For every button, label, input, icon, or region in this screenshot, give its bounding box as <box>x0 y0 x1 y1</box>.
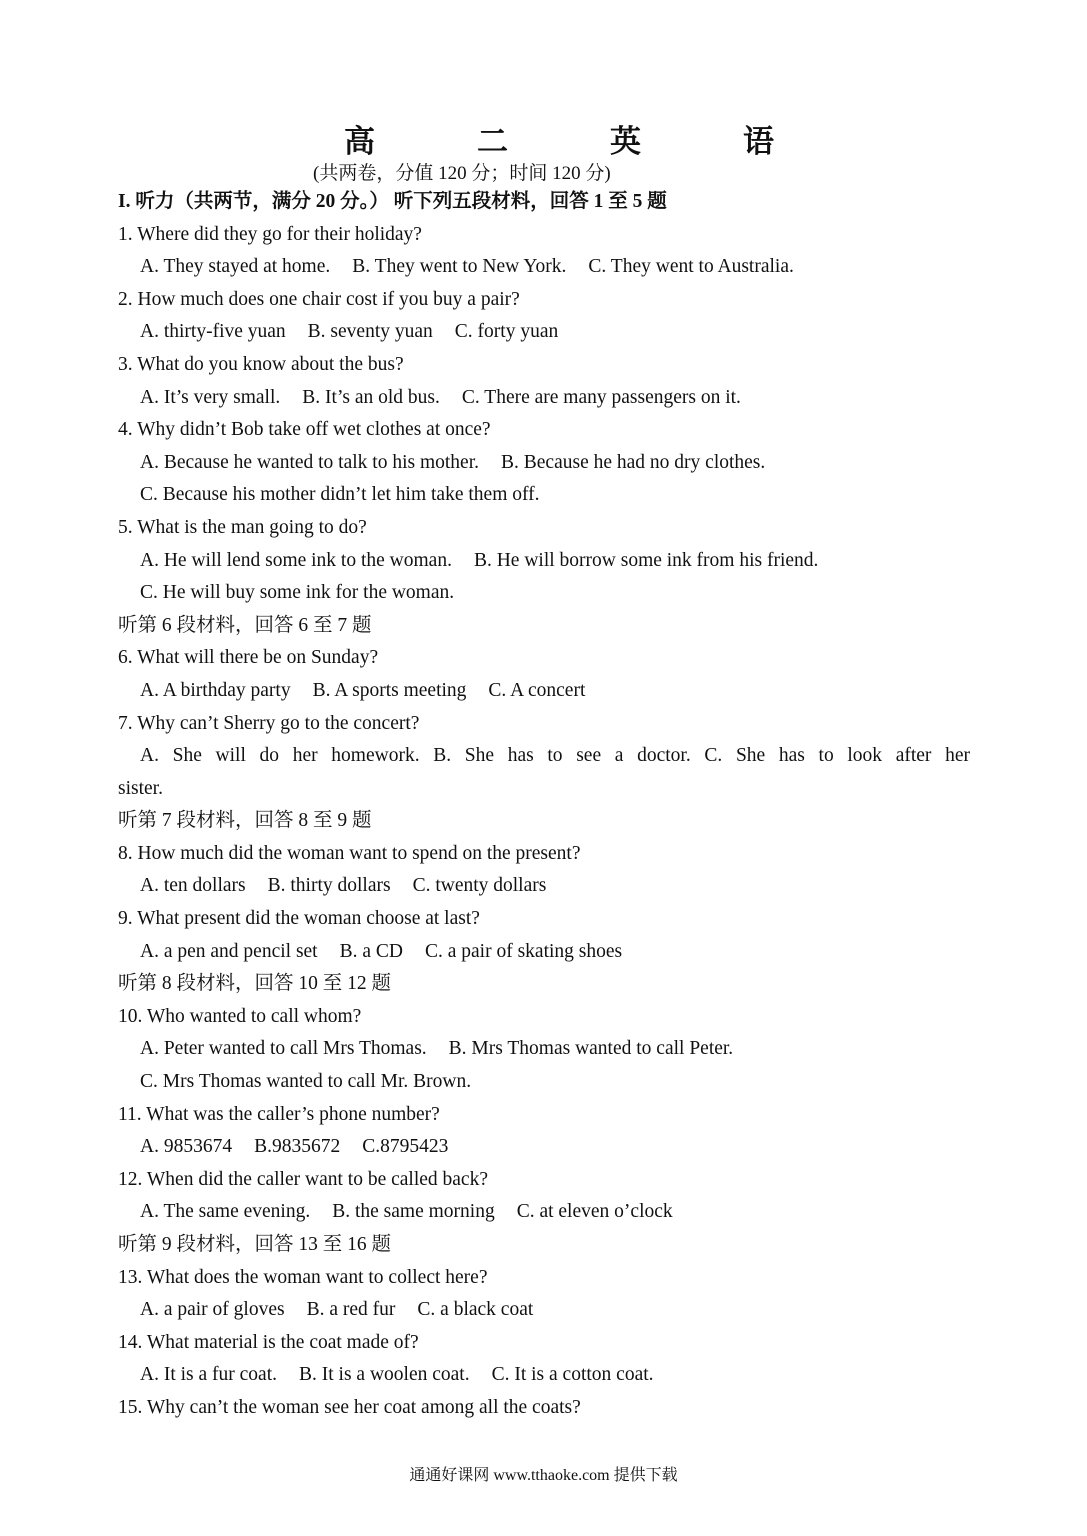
options-line <box>118 675 970 708</box>
question-line: 3. What do you know about the bus? <box>118 353 404 375</box>
answer-option: C. It is a cotton coat. <box>491 1364 654 1386</box>
answer-option: C. They went to Australia. <box>588 256 794 278</box>
answer-option: C. There are many passengers on it. <box>461 386 741 408</box>
answer-option: C.8795423 <box>362 1136 449 1158</box>
answer-option: B. a red fur <box>306 1299 396 1321</box>
answer-option: A. 9853674 <box>140 1136 233 1158</box>
answer-option: A. He will lend some ink to the woman. <box>140 549 452 571</box>
options-line <box>118 936 970 969</box>
options-line <box>118 577 970 610</box>
answer-option: A. Peter wanted to call Mrs Thomas. <box>140 1038 427 1060</box>
question-line: 6. What will there be on Sunday? <box>118 647 379 669</box>
question-line: 7. Why can’t Sherry go to the concert? <box>118 712 420 734</box>
question-line: 11. What was the caller’s phone number? <box>118 1103 440 1125</box>
answer-option: A. A birthday party <box>140 679 291 701</box>
answer-option: B. seventy yuan <box>307 321 433 343</box>
answer-option: B. thirty dollars <box>267 875 391 897</box>
answer-option: C. forty yuan <box>454 321 559 343</box>
answer-option: C. Mrs Thomas wanted to call Mr. Brown. <box>140 1071 472 1093</box>
answer-option: B. He will borrow some ink from his friend. <box>473 549 819 571</box>
question-line: 听第 8 段材料，回答 10 至 12 题 <box>118 973 392 995</box>
answer-option: B. Because he had no dry clothes. <box>501 451 766 473</box>
options-line <box>118 1033 970 1066</box>
options-line <box>118 1131 970 1164</box>
answer-option: B. They went to New York. <box>352 256 567 278</box>
page-title <box>344 116 876 161</box>
footer-text: 通通好课网 www.tthaoke.com 提供下载 <box>409 1467 678 1484</box>
answer-option: B. a CD <box>339 940 403 962</box>
question-line: 12. When did the caller want to be called back? <box>118 1168 488 1190</box>
answer-option: B.9835672 <box>254 1136 341 1158</box>
options-line <box>118 251 970 284</box>
answer-option: A. thirty-five yuan <box>140 321 286 343</box>
options-line <box>118 479 970 512</box>
question-line: 听第 9 段材料，回答 13 至 16 题 <box>118 1234 392 1255</box>
question-line: 8. How much did the woman want to spend on the present? <box>118 842 581 864</box>
options-line <box>118 1196 970 1229</box>
answer-option: C. at eleven o’clock <box>516 1201 673 1223</box>
section-heading: I. 听力（共两节，满分 20 分。） 听下列五段材料，回答 1 至 5 题 <box>118 191 667 212</box>
options-line <box>118 382 970 415</box>
options-line <box>118 545 970 578</box>
answer-option: B. A sports meeting <box>312 679 467 701</box>
answer-option: A. a pen and pencil set <box>140 940 318 962</box>
question-line: 2. How much does one chair cost if you buy a pair? <box>118 288 520 310</box>
question-line: 听第 6 段材料，回答 6 至 7 题 <box>118 614 372 636</box>
question-line: 5. What is the man going to do? <box>118 516 367 538</box>
answer-option: C. A concert <box>488 679 586 701</box>
question-line: 1. Where did they go for their holiday? <box>118 223 422 245</box>
answer-option: C. twenty dollars <box>412 875 547 897</box>
answer-option: C. a pair of skating shoes <box>424 940 623 962</box>
options-line <box>118 1294 970 1327</box>
answer-option: C. a black coat <box>417 1299 534 1321</box>
options-line <box>118 447 970 480</box>
option-line: A. She will do her homework. B. She has to see a doctor. C. She has to look after her <box>140 745 970 767</box>
title-char: 英 <box>610 124 641 159</box>
answer-option: A. They stayed at home. <box>140 256 331 278</box>
answer-option: A. Because he wanted to talk to his mother. <box>140 451 480 473</box>
question-line: 14. What material is the coat made of? <box>118 1331 419 1353</box>
question-line: 13. What does the woman want to collect here? <box>118 1266 488 1288</box>
question-line: 10. Who wanted to call whom? <box>118 1005 362 1027</box>
answer-option: B. It’s an old bus. <box>302 386 440 408</box>
answer-option: B. Mrs Thomas wanted to call Peter. <box>448 1038 734 1060</box>
question-line: 9. What present did the woman choose at last? <box>118 908 480 930</box>
question-line: 15. Why can’t the woman see her coat among all the coats? <box>118 1396 581 1418</box>
exam-content <box>118 186 970 1425</box>
answer-option: C. Because his mother didn’t let him take them off. <box>140 484 540 506</box>
answer-option: A. It’s very small. <box>140 386 281 408</box>
options-line <box>118 1359 970 1392</box>
title-char: 二 <box>477 124 508 159</box>
title-char: 高 <box>344 124 375 159</box>
answer-option: C. He will buy some ink for the woman. <box>140 582 455 604</box>
answer-option: B. the same morning <box>332 1201 495 1223</box>
question-line: 听第 7 段材料，回答 8 至 9 题 <box>118 810 372 832</box>
answer-option: B. It is a woolen coat. <box>299 1364 470 1386</box>
answer-option: A. ten dollars <box>140 875 246 897</box>
exam-subtitle: (共两卷，分值 120 分；时间 120 分) <box>313 163 611 184</box>
answer-option: A. The same evening. <box>140 1201 311 1223</box>
question-line: 4. Why didn’t Bob take off wet clothes at once? <box>118 419 491 441</box>
title-char: 语 <box>743 124 774 159</box>
options-line <box>118 870 970 903</box>
answer-option: A. a pair of gloves <box>140 1299 285 1321</box>
options-line <box>118 316 970 349</box>
answer-option: A. It is a fur coat. <box>140 1364 277 1386</box>
options-line <box>118 1066 970 1099</box>
question-line: sister. <box>118 777 163 799</box>
